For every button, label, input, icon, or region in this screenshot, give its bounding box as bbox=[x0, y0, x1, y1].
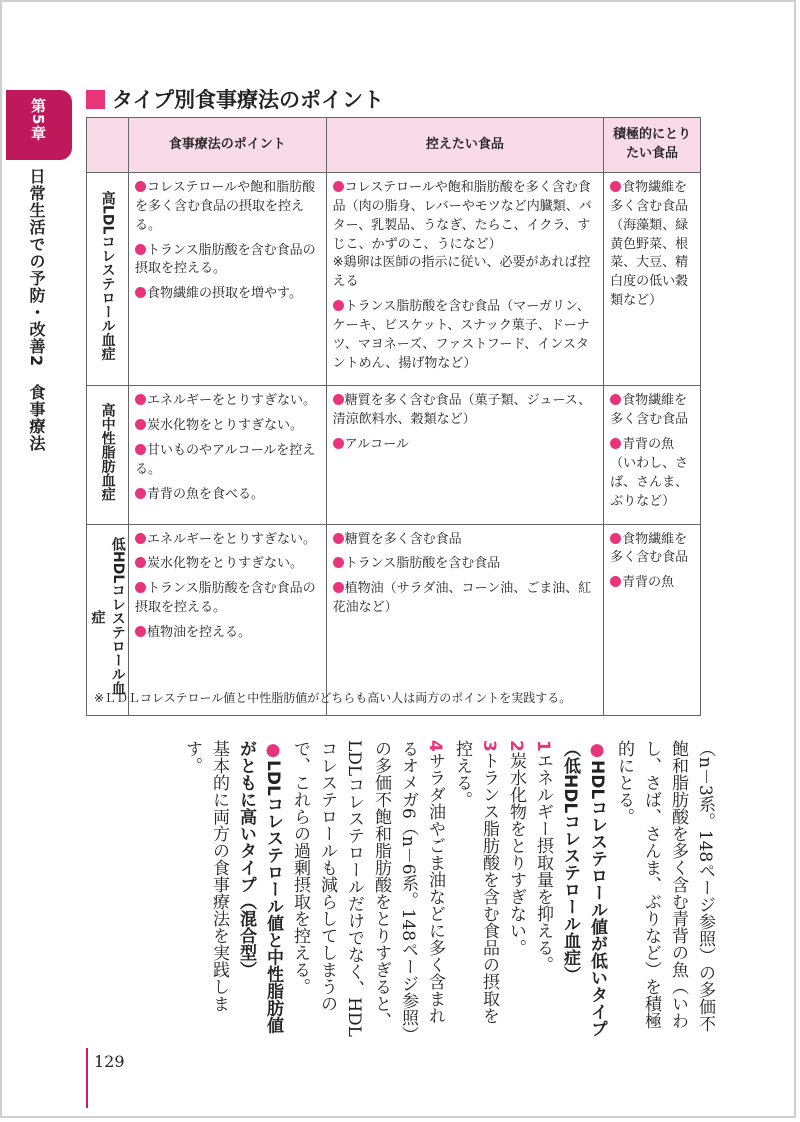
list-item: アルコール bbox=[333, 436, 597, 455]
avoid-cell bbox=[326, 173, 603, 386]
avoid-cell bbox=[326, 524, 603, 716]
list-item: コレステロールや飽和脂肪酸を多く含む食品（肉の脂身、レバーやモツなど内臓類、バター、乳製品、うなぎ、たらこ、イクラ、すじこ、かずのこ、うになど） bbox=[332, 180, 592, 252]
list-item: コレステロールや飽和脂肪酸を多く含む食品の摂取を控える。 bbox=[134, 180, 316, 233]
page-number-rule bbox=[86, 1048, 88, 1108]
avoid-note: ※鶏卵は医師の指示に従い、必要があれば控える bbox=[332, 255, 591, 290]
chapter-tab bbox=[6, 90, 72, 160]
list-item: 3トランス脂肪酸を含む食品の摂取を控える。 bbox=[452, 740, 499, 1024]
chapter-side-title: 日常生活での予防・改善2 食事療法 bbox=[27, 168, 46, 453]
points-cell bbox=[128, 524, 326, 716]
list-item: エネルギーをとりすぎない。 bbox=[135, 392, 320, 411]
bullet-dot-icon bbox=[610, 181, 621, 192]
list-item: 食物繊維を多く含む食品 bbox=[610, 393, 689, 428]
list-item: 食物繊維を多く含む食品 bbox=[610, 531, 689, 566]
table-header-row bbox=[87, 118, 701, 173]
list-item: トランス脂肪酸を含む食品の摂取を控える。 bbox=[134, 242, 316, 277]
bullet-dot-icon bbox=[135, 582, 146, 593]
diet-type-table bbox=[86, 117, 701, 716]
bullet-dot-icon bbox=[135, 287, 146, 298]
bullet-dot-icon bbox=[333, 557, 344, 568]
avoid-cell bbox=[326, 386, 603, 524]
body-intro: （n－3系。148ページ参照）の多価不飽和脂肪酸を多く含む青背の魚（いわし、さば、さんま、ぶりなど）を積極的にとる。 bbox=[614, 740, 715, 1033]
eat-cell bbox=[604, 524, 701, 716]
points-cell bbox=[128, 173, 326, 386]
table-footnote: ※ＬＤＬコレステロール値と中性脂肪値がどちらも高い人は両方のポイントを実践する。 bbox=[94, 691, 572, 705]
bullet-dot-icon bbox=[135, 488, 146, 499]
bullet-dot-icon bbox=[135, 181, 146, 192]
section2-text: 基本的に両方の食事療法を実践します。 bbox=[182, 740, 229, 1012]
table-row bbox=[87, 386, 701, 524]
eat-cell bbox=[604, 173, 701, 386]
bullet-dot-icon bbox=[135, 626, 146, 637]
list-item: 炭水化物をとりすぎない。 bbox=[135, 417, 320, 436]
table-corner bbox=[87, 118, 129, 173]
bullet-dot-icon bbox=[610, 576, 621, 587]
list-item: 甘いものやアルコールを控える。 bbox=[134, 443, 316, 477]
chapter-label: 第5章 bbox=[29, 98, 47, 142]
list-item: トランス脂肪酸を含む食品 bbox=[333, 555, 597, 574]
bullet-dot-icon bbox=[135, 244, 146, 255]
section-heading bbox=[86, 84, 384, 114]
header-points: 食事療法のポイント bbox=[128, 118, 326, 173]
list-item: 青背の魚（いわし、さば、さんま、ぶりなど） bbox=[610, 437, 689, 509]
bullet-dot-icon bbox=[610, 438, 621, 449]
bullet-dot-icon bbox=[610, 533, 621, 544]
list-item: 食物繊維を多く含む食品（海藻類、緑黄色野菜、根菜、大豆、精白度の低い穀類など） bbox=[610, 180, 689, 309]
list-item: 糖質を多く含む食品（菓子類、ジュース、清涼飲料水、穀類など） bbox=[332, 393, 592, 428]
row-type: 高中性脂肪血症 bbox=[87, 386, 129, 524]
bullet-dot-icon bbox=[135, 419, 146, 430]
bullet-dot-icon bbox=[333, 394, 344, 405]
section1-title: ●HDLコレステロール値が低いタイプ（低HDLコレステロール血症） bbox=[560, 740, 607, 1038]
bullet-dot-icon: ● bbox=[587, 740, 607, 760]
list-item: 炭水化物をとりすぎない。 bbox=[135, 555, 320, 574]
body-text bbox=[108, 740, 718, 1040]
bullet-dot-icon bbox=[333, 181, 344, 192]
section2-title: ●LDLコレステロール値と中性脂肪値がともに高いタイプ（混合型） bbox=[236, 740, 283, 1034]
table-row bbox=[87, 173, 701, 386]
bullet-dot-icon bbox=[135, 533, 146, 544]
list-item: トランス脂肪酸を含む食品の摂取を控える。 bbox=[134, 581, 316, 616]
row-type: 高LDLコレステロール血症 bbox=[87, 173, 129, 386]
bullet-dot-icon bbox=[333, 300, 344, 311]
row-type: 低HDLコレステロール血症 bbox=[87, 524, 129, 716]
list-item: 青背の魚を食べる。 bbox=[135, 486, 320, 505]
list-item: 4サラダ油やごま油などに多く含まれるオメガ6（n－6系。148ページ参照）の多価不飽和脂肪酸をとりすぎると、LDLコレステロールだけでなく、HDLコレステロールも減らしてしまうので、これらの過剰摂取を控える。 bbox=[290, 740, 445, 1037]
bullet-dot-icon bbox=[333, 438, 344, 449]
bullet-dot-icon bbox=[135, 444, 146, 455]
list-item: 糖質を多く含む食品 bbox=[333, 531, 597, 550]
bullet-dot-icon bbox=[135, 557, 146, 568]
header-avoid: 控えたい食品 bbox=[326, 118, 603, 173]
list-item: 1エネルギー摂取量を抑える。 bbox=[533, 740, 553, 973]
points-cell bbox=[128, 386, 326, 524]
bullet-dot-icon bbox=[135, 394, 146, 405]
list-item: 青背の魚 bbox=[610, 574, 694, 593]
bullet-dot-icon bbox=[333, 582, 344, 593]
heading-square-icon bbox=[86, 90, 105, 109]
eat-cell bbox=[604, 386, 701, 524]
list-item: エネルギーをとりすぎない。 bbox=[135, 531, 320, 550]
list-item: トランス脂肪酸を含む食品（マーガリン、ケーキ、ビスケット、スナック菓子、ドーナツ、マヨネーズ、ファストフード、インスタントめん、揚げ物など） bbox=[332, 299, 590, 371]
heading-text: タイプ別食事療法のポイント bbox=[112, 88, 384, 112]
list-item: 植物油（サラダ油、コーン油、ごま油、紅花油など） bbox=[332, 581, 592, 616]
list-item: 2炭水化物をとりすぎない。 bbox=[506, 740, 526, 956]
table-row bbox=[87, 524, 701, 716]
bullet-dot-icon bbox=[333, 533, 344, 544]
list-item: 食物繊維の摂取を増やす。 bbox=[135, 285, 320, 304]
bullet-dot-icon: ● bbox=[263, 740, 283, 760]
bullet-dot-icon bbox=[610, 394, 621, 405]
list-item: 植物油を控える。 bbox=[135, 624, 320, 643]
page-number: 129 bbox=[94, 1052, 125, 1071]
header-eat: 積極的にとりたい食品 bbox=[604, 118, 701, 173]
